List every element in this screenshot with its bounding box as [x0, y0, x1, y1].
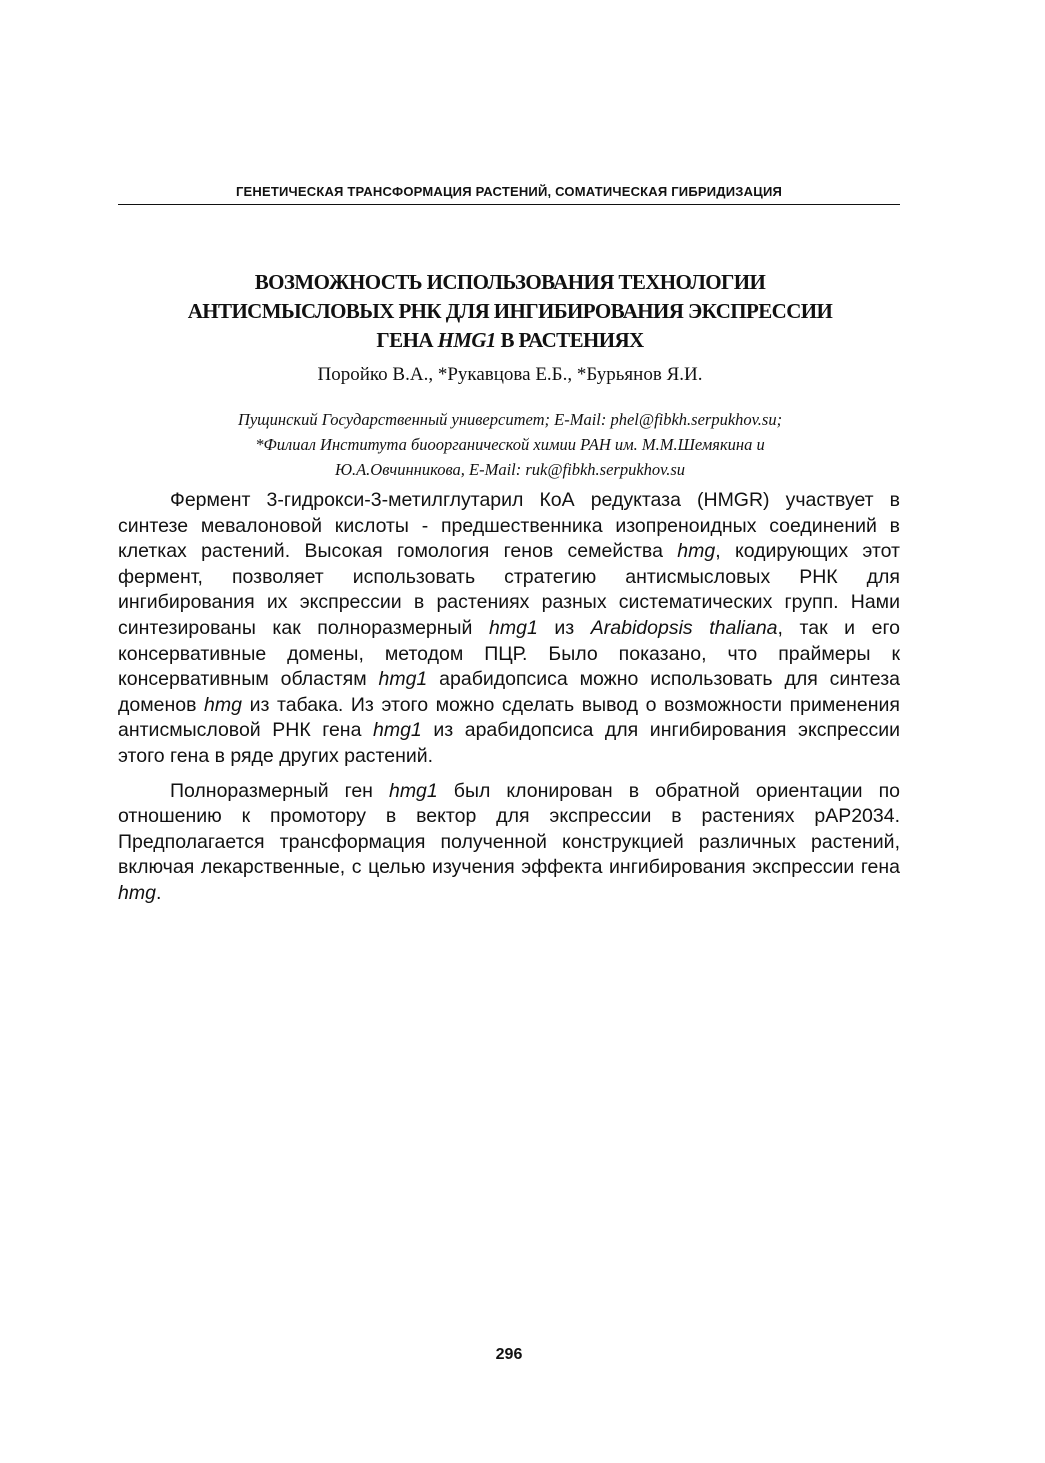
article-title — [120, 268, 900, 355]
affiliations — [120, 407, 900, 482]
p1-italic-1: hmg — [677, 540, 716, 563]
page-number: 296 — [495, 1346, 523, 1363]
p2-text-3: . — [155, 881, 162, 904]
p1-text-6: из табака. Из этого можно сделать вывод о возможности применения антисмысловой РНК гена — [118, 693, 900, 742]
running-header: ГЕНЕТИЧЕСКАЯ ТРАНСФОРМАЦИЯ РАСТЕНИЙ, СОМАТИЧЕСКАЯ ГИБРИДИЗАЦИЯ — [235, 184, 783, 199]
p1-text-7: из арабидопсиса для ингибирования экспрессии этого гена в ряде других растений. — [118, 719, 900, 767]
title-line-3-suffix: В РАСТЕНИЯХ — [495, 328, 644, 352]
authors: Поройко В.А., *Рукавцова Е.Б., *Бурьянов Я.И. — [317, 364, 703, 385]
p1-italic-6: hmg1 — [372, 719, 422, 742]
paragraph-2 — [118, 779, 900, 907]
title-line-3-prefix: ГЕНА — [376, 328, 438, 352]
article-body — [118, 488, 900, 907]
title-line-3 — [120, 326, 900, 355]
p1-text-1: Фермент 3-гидрокси-3-метилглутарил КоА редуктаза (HMGR) участвует в синтезе мевалоновой кислоты - предшественника изопреноидных соединений в клетках растений. Высокая гомология генов семейства — [118, 489, 900, 563]
p1-italic-2: hmg1 — [489, 616, 538, 639]
paragraph-1 — [118, 488, 900, 770]
p1-text-5: арабидопсиса можно использовать для синтеза доменов — [118, 668, 900, 716]
affiliation-line-3: Ю.А.Овчинникова, E-Mail: ruk@fibkh.serpukhov.su — [334, 460, 686, 479]
p1-text-4: , так и его консервативные домены, методом ПЦР. Было показано, что праймеры к консервативным областям — [118, 616, 900, 691]
affiliation-line-1: Пущинский Государственный университет; E-Mail: phel@fibkh.serpukhov.su; — [237, 410, 783, 429]
p2-text-1: Полноразмерный ген — [170, 779, 389, 802]
affiliation-line-2: *Филиал Института биоорганической химии РАН им. М.М.Шемякина и — [255, 435, 765, 454]
title-gene-name: HMG1 — [437, 328, 496, 352]
p1-italic-3: Arabidopsis thaliana — [590, 616, 778, 639]
p1-text-2: , кодирующих этот фермент, позволяет использовать стратегию антисмысловых РНК для ингибирования их экспрессии в растениях разных систематических групп. Нами синтезированы как полноразмерный — [118, 540, 900, 639]
p1-text-3: из — [537, 616, 591, 639]
p2-text-2: был клонирован в обратной ориентации по отношению к промотору в вектор для экспрессии в растениях pAP2034. Предполагается трансформация полученной конструкцией различных растений, включая лекарственные, с целью изучения эффекта ингибирования экспрессии гена — [118, 779, 900, 879]
p2-italic-2: hmg — [118, 881, 156, 904]
p1-italic-5: hmg — [204, 693, 242, 716]
title-line-2: АНТИСМЫСЛОВЫХ РНК ДЛЯ ИНГИБИРОВАНИЯ ЭКСПРЕССИИ — [187, 299, 833, 323]
p1-italic-4: hmg1 — [378, 668, 428, 691]
title-line-1: ВОЗМОЖНОСТЬ ИСПОЛЬЗОВАНИЯ ТЕХНОЛОГИИ — [254, 270, 766, 294]
header-rule — [118, 204, 900, 205]
p2-italic-1: hmg1 — [388, 779, 438, 802]
